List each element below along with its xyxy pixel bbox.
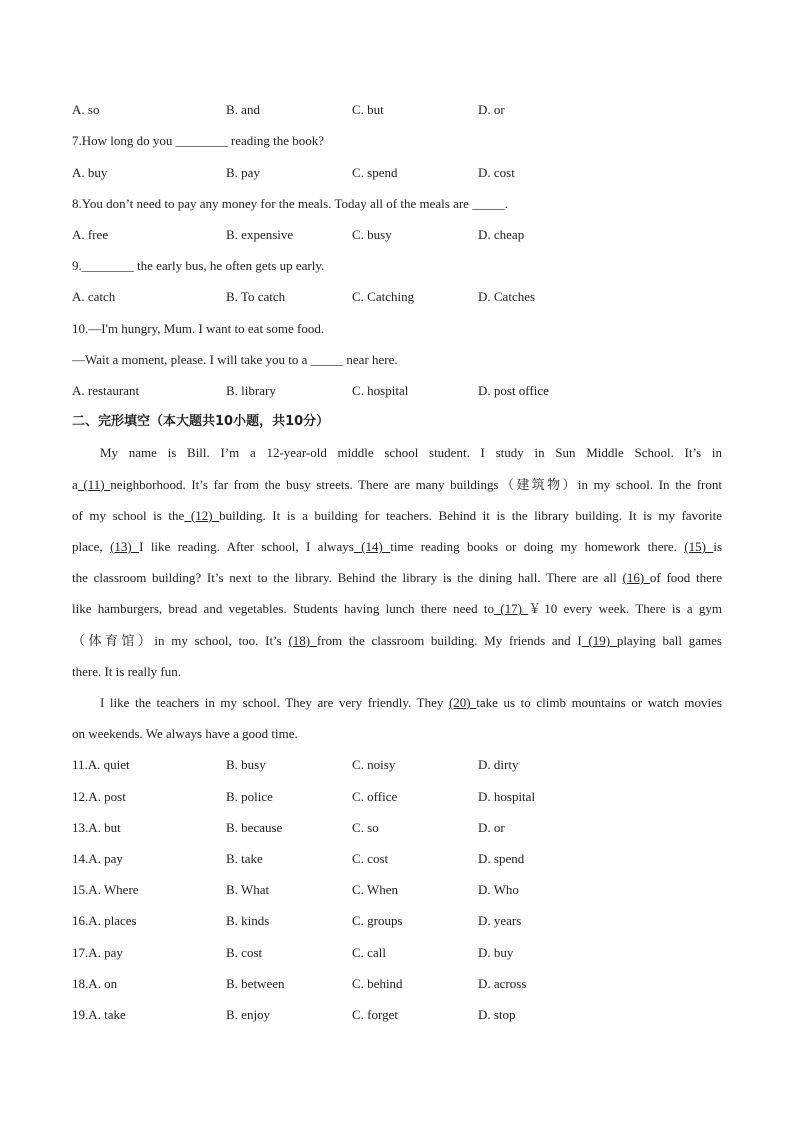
blank-16: (16) <box>622 570 650 585</box>
passage-text: place, <box>72 539 111 554</box>
option-a: 16.A. places <box>72 913 137 928</box>
passage-text: neighborhood. It’s far from the busy streets. There are many buildings（建筑物）in my school. In the front <box>110 477 722 492</box>
option-a: 11.A. quiet <box>72 757 130 772</box>
answer-row-19 <box>72 1005 722 1025</box>
q10-options <box>72 381 722 401</box>
option-b: B. take <box>226 851 263 866</box>
passage-line <box>72 599 722 619</box>
passage-text: building. It is a building for teachers. Behind it is the library building. It is my favorite <box>219 508 722 523</box>
option-b: B. and <box>226 102 260 117</box>
option-d: D. buy <box>478 945 514 960</box>
blank-15: (15) <box>684 539 714 554</box>
option-d: D. hospital <box>478 789 536 804</box>
passage-line <box>72 568 722 588</box>
q10-stem-2: —Wait a moment, please. I will take you to a _____ near here. <box>72 352 398 367</box>
passage-line <box>72 537 722 557</box>
option-c: C. call <box>352 945 386 960</box>
option-a: 17.A. pay <box>72 945 123 960</box>
answer-row-16 <box>72 911 722 931</box>
option-a: A. catch <box>72 289 116 304</box>
blank-18: (18) <box>288 633 317 648</box>
option-c: C. forget <box>352 1007 398 1022</box>
passage-line <box>72 506 722 526</box>
answer-row-15 <box>72 880 722 900</box>
option-d: D. or <box>478 820 505 835</box>
passage-text: time reading books or doing my homework there. <box>390 539 685 554</box>
option-c: C. noisy <box>352 757 396 772</box>
passage-text: （体育馆）in my school, too. It’s <box>72 633 289 648</box>
option-d: D. Catches <box>478 289 536 304</box>
answer-row-18 <box>72 974 722 994</box>
option-c: C. hospital <box>352 383 409 398</box>
option-c: C. When <box>352 882 398 897</box>
answer-row-13 <box>72 818 722 838</box>
option-a: A. free <box>72 227 109 242</box>
option-a: 14.A. pay <box>72 851 123 866</box>
option-d: D. Who <box>478 882 519 897</box>
passage-text: ￥10 every week. There is a gym <box>528 601 722 616</box>
option-b: B. cost <box>226 945 263 960</box>
q8-stem: 8.You don’t need to pay any money for the meals. Today all of the meals are _____. <box>72 196 508 211</box>
passage-text: a <box>72 477 78 492</box>
passage-text: I like reading. After school, I always <box>139 539 354 554</box>
option-c: C. but <box>352 102 384 117</box>
blank-17: (17) <box>493 601 529 616</box>
q10-stem-1: 10.—I'm hungry, Mum. I want to eat some food. <box>72 321 325 336</box>
option-b: B. kinds <box>226 913 270 928</box>
passage-text: from the classroom building. My friends and I <box>316 633 582 648</box>
passage-text: take us to climb mountains or watch movies <box>476 695 722 710</box>
blank-19: (19) <box>581 633 617 648</box>
option-a: 15.A. Where <box>72 882 139 897</box>
option-b: B. enjoy <box>226 1007 271 1022</box>
passage-text: I like the teachers in my school. They are very friendly. They <box>100 695 449 710</box>
option-c: C. busy <box>352 227 392 242</box>
blank-11: (11) <box>77 477 111 492</box>
option-a: 18.A. on <box>72 976 118 991</box>
blank-14: (14) <box>353 539 391 554</box>
q7-options <box>72 163 722 183</box>
passage-line <box>72 724 722 744</box>
option-c: C. office <box>352 789 398 804</box>
option-d: D. stop <box>478 1007 516 1022</box>
passage-line <box>72 475 722 495</box>
blank-12: (12) <box>184 508 220 523</box>
option-c: C. behind <box>352 976 403 991</box>
option-d: D. or <box>478 102 505 117</box>
option-c: C. Catching <box>352 289 415 304</box>
q9-stem: 9.________ the early bus, he often gets up early. <box>72 258 325 273</box>
option-b: B. between <box>226 976 285 991</box>
option-b: B. pay <box>226 165 260 180</box>
passage-text: of my school is the <box>72 508 185 523</box>
section-heading: 二、完形填空（本大题共10小题，共10分） <box>72 414 330 429</box>
passage-line <box>72 662 722 682</box>
passage-line <box>100 693 722 713</box>
option-a: A. so <box>72 102 100 117</box>
passage-text: there. It is really fun. <box>72 664 182 679</box>
passage-line <box>100 443 722 463</box>
option-c: C. spend <box>352 165 398 180</box>
passage-text: on weekends. We always have a good time. <box>72 726 298 741</box>
answer-row-12 <box>72 787 722 807</box>
option-c: C. cost <box>352 851 389 866</box>
passage-text: of food there <box>649 570 722 585</box>
passage-text: is <box>713 539 722 554</box>
option-a: 19.A. take <box>72 1007 126 1022</box>
option-a: A. buy <box>72 165 108 180</box>
option-d: D. across <box>478 976 527 991</box>
option-b: B. To catch <box>226 289 286 304</box>
option-b: B. because <box>226 820 283 835</box>
option-d: D. spend <box>478 851 525 866</box>
option-d: D. dirty <box>478 757 519 772</box>
option-d: D. cost <box>478 165 515 180</box>
option-d: D. post office <box>478 383 549 398</box>
passage-text: like hamburgers, bread and vegetables. Students having lunch there need to <box>72 601 494 616</box>
passage-text: My name is Bill. I’m a 12-year-old middle school student. I study in Sun Middle School. It’s in <box>100 445 722 460</box>
option-a: 12.A. post <box>72 789 126 804</box>
answer-row-17 <box>72 943 722 963</box>
option-b: B. busy <box>226 757 266 772</box>
q7-stem: 7.How long do you ________ reading the book? <box>72 133 325 148</box>
q9-options <box>72 287 722 307</box>
q6-options <box>72 100 722 120</box>
option-c: C. so <box>352 820 379 835</box>
passage-line <box>72 631 722 651</box>
option-b: B. library <box>226 383 276 398</box>
option-b: B. police <box>226 789 273 804</box>
blank-13: (13) <box>110 539 140 554</box>
q8-options <box>72 225 722 245</box>
answer-row-14 <box>72 849 722 869</box>
option-a: 13.A. but <box>72 820 121 835</box>
option-d: D. years <box>478 913 522 928</box>
passage-text: the classroom building? It’s next to the library. Behind the library is the dining hall. There are all <box>72 570 623 585</box>
option-c: C. groups <box>352 913 403 928</box>
answer-row-11 <box>72 755 722 775</box>
option-b: B. What <box>226 882 270 897</box>
option-a: A. restaurant <box>72 383 140 398</box>
blank-20: (20) <box>448 695 477 710</box>
option-d: D. cheap <box>478 227 525 242</box>
option-b: B. expensive <box>226 227 294 242</box>
passage-text: playing ball games <box>616 633 722 648</box>
